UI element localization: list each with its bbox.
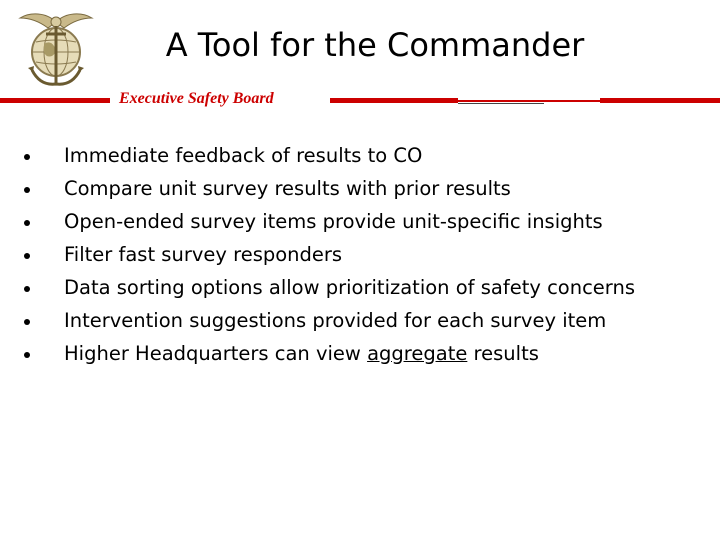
slide-subtitle: Executive Safety Board (119, 90, 274, 107)
bullet-text: Open-ended survey items provide unit-specific insights (64, 210, 603, 233)
bullet-dot-icon (24, 154, 30, 160)
eagle-globe-anchor-emblem-icon (10, 8, 102, 90)
header-rule-right (600, 98, 720, 103)
bullet-dot-icon (24, 220, 30, 226)
header-rule-shadow (458, 103, 544, 104)
slide-title: A Tool for the Commander (165, 26, 585, 64)
header-rule-left (0, 98, 110, 103)
bullet-dot-icon (24, 286, 30, 292)
bullet-dot-icon (24, 253, 30, 259)
bullet-text: Data sorting options allow prioritization of safety concerns (64, 276, 635, 299)
bullet-text: Compare unit survey results with prior results (64, 177, 511, 200)
header-rule-middle (330, 98, 458, 103)
bullet-text: Filter fast survey responders (64, 243, 343, 266)
bullet-dot-icon (24, 187, 30, 193)
bullet-text: Intervention suggestions provided for each survey item (64, 309, 607, 332)
bullet-text (64, 339, 539, 369)
underlined-word: aggregate (367, 342, 468, 365)
bullet-text-end: results (467, 342, 539, 365)
bullet-dot-icon (24, 319, 30, 325)
header-rule-thin (458, 100, 600, 102)
bullet-dot-icon (24, 352, 30, 358)
bullet-text: Immediate feedback of results to CO (64, 144, 423, 167)
bullet-text-start: Higher Headquarters can view (64, 342, 368, 365)
